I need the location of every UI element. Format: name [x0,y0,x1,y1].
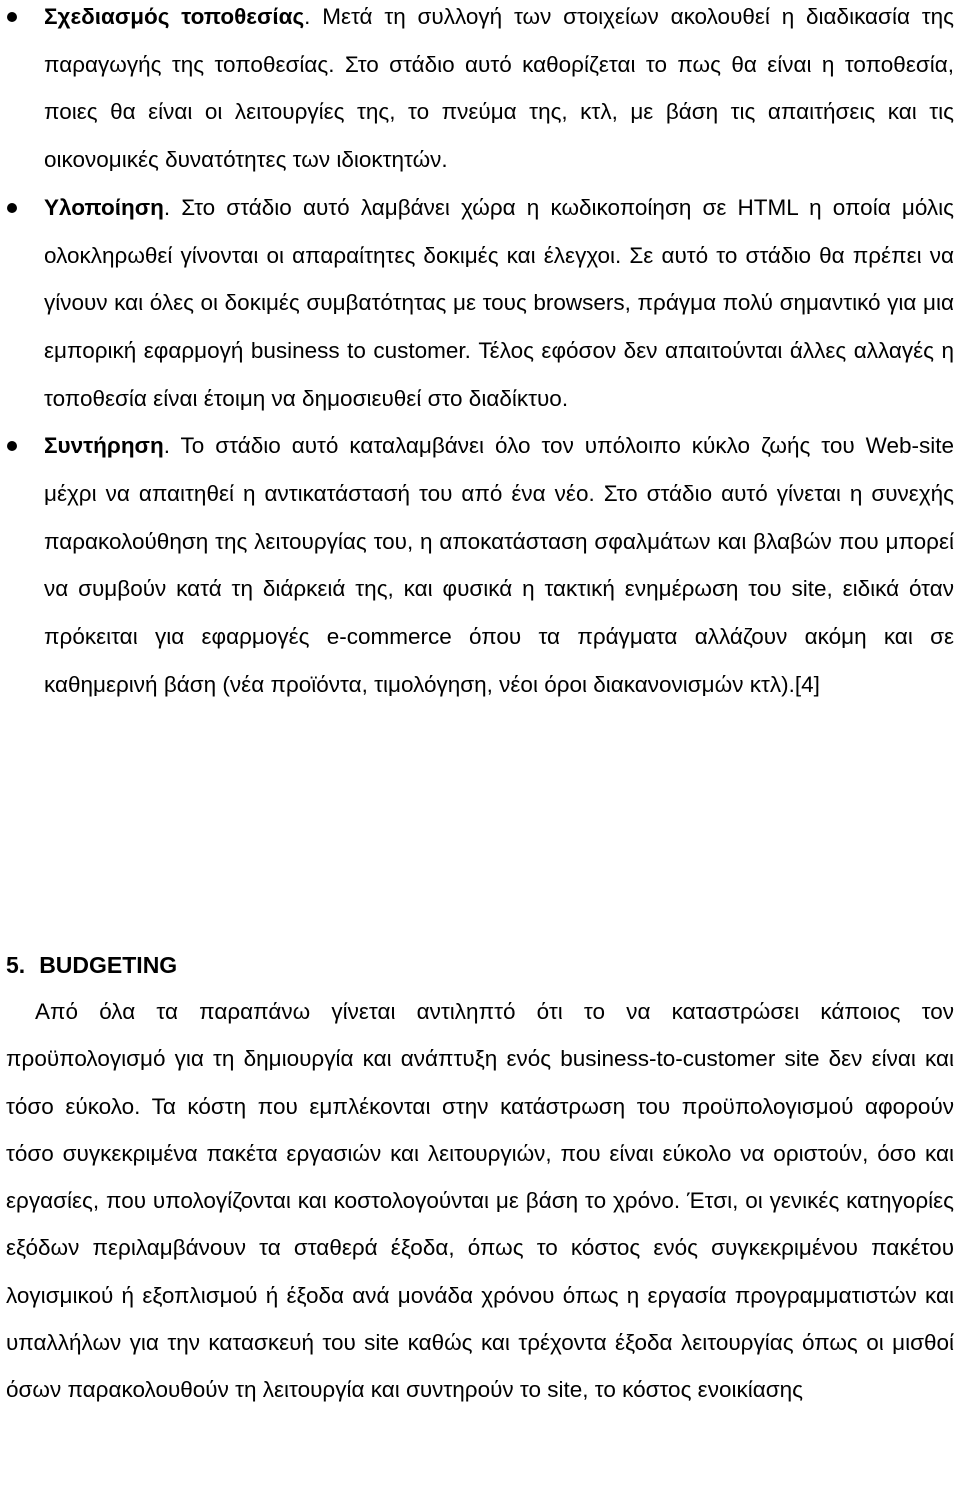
section-number: 5. [6,952,26,978]
term-implementation: Υλοποίηση [44,194,164,220]
list-item-implementation [6,184,954,423]
list-item-maintenance [6,422,954,708]
list-item-design [6,0,954,184]
text-maintenance: . Το στάδιο αυτό καταλαμβάνει όλο τον υπόλοιπο κύκλο ζωής του Web-site μέχρι να απαιτηθεί η αντικατάστασή του από ένα νέο. Στο στάδιο αυτό γίνεται η συνεχής παρακολούθηση της λειτουργίας του, η αποκατάσταση σφαλμάτων και βλαβών που μπορεί να συμβούν κατά τη διάρκειά της, και φυσικά η τακτική ενημέρωση του site, ειδικά όταν πρόκειται για εφαρμογές e-commerce όπου τα πράγματα αλλάζουν ακόμη και σε καθημερινή βάση (νέα προϊόντα, τιμολόγηση, νέοι όροι διακανονισμών κτλ).[4] [44,433,954,697]
section-heading [6,945,177,985]
bullet-icon [7,12,17,22]
section-title: BUDGETING [39,952,178,978]
bullet-icon [7,441,17,451]
bullet-icon [7,203,17,213]
text-implementation: . Στο στάδιο αυτό λαμβάνει χώρα η κωδικοποίηση σε HTML η οποία μόλις ολοκληρωθεί γίνονται οι απαραίτητες δοκιμές και έλεγχοι. Σε αυτό το στάδιο θα πρέπει να γίνουν και όλες οι δοκιμές συμβατότητας με τους browsers, πράγμα πολύ σημαντικό για μια εμπορική εφαρμογή business to customer. Τέλος εφόσον δεν απαιτούνται άλλες αλλαγές η τοποθεσία είναι έτοιμη να δημοσιευθεί στο διαδίκτυο. [44,194,954,411]
phase-list [6,0,954,709]
text-design: . Μετά τη συλλογή των στοιχείων ακολουθεί η διαδικασία της παραγωγής της τοποθεσίας. Στο στάδιο αυτό καθορίζεται το πως θα είναι η τοποθεσία, ποιες θα είναι οι λειτουργίες της, το πνεύμα της, κτλ, με βάση τις απαιτήσεις και τις οικονομικές δυνατότητες των ιδιοκτητών. [44,4,954,173]
section-paragraph: Από όλα τα παραπάνω γίνεται αντιληπτό ότι το να καταστρώσει κάποιος τον προϋπολογισμό για τη δημιουργία και ανάπτυξη ενός business-to-customer site δεν είναι και τόσο εύκολο. Τα κόστη που εμπλέκονται στην κατάστρωση του προϋπολογισμού αφορούν τόσο συγκεκριμένα πακέτα εργασιών και λειτουργιών, που είναι εύκολο να οριστούν, όσο και εργασίες, που υπολογίζονται και κοστολογούνται με βάση το χρόνο. Έτσι, οι γενικές κατηγορίες εξόδων περιλαμβάνουν τα σταθερά έξοδα, όπως το κόστος ενός συγκεκριμένου πακέτου λογισμικού ή εξοπλισμού ή έξοδα ανά μονάδα χρόνου όπως η εργασία προγραμματιστών και υπαλλήλων για την κατασκευή του site καθώς και τρέχοντα έξοδα λειτουργίας όπως οι μισθοί όσων παρακολουθούν τη λειτουργία και συντηρούν το site, το κόστος ενοικίασης [6,999,954,1403]
term-maintenance: Συντήρηση [44,433,164,459]
term-design: Σχεδιασμός τοποθεσίας [44,4,305,29]
